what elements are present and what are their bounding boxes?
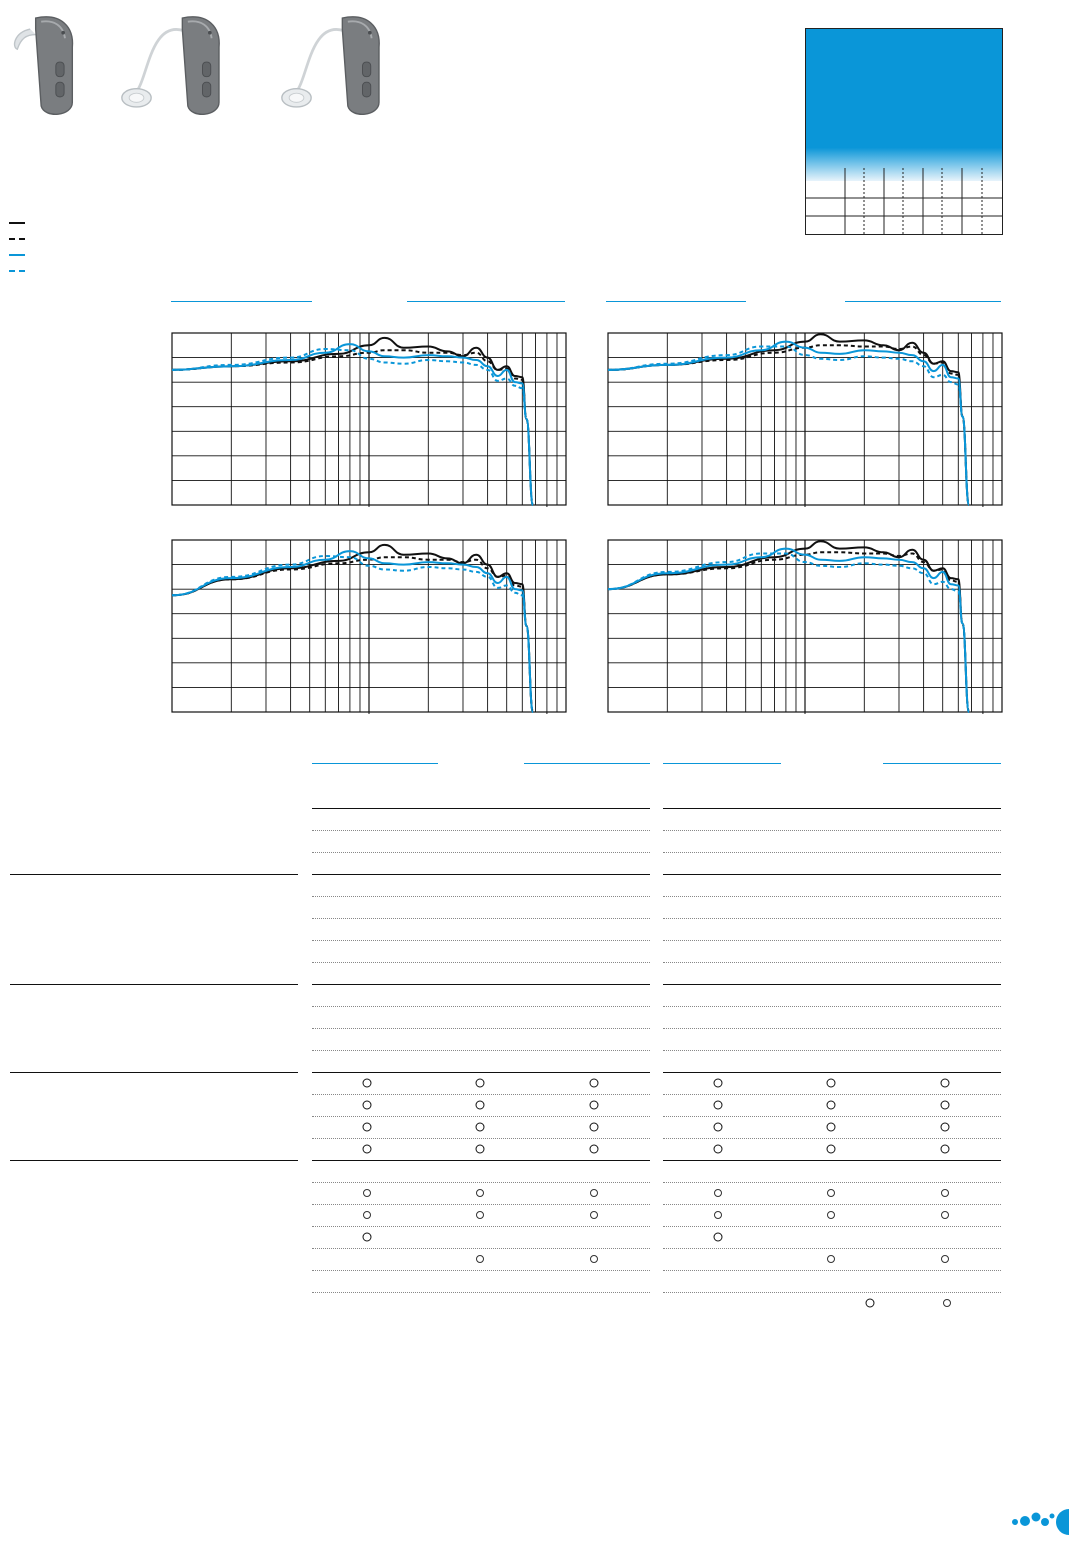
table-row — [663, 1248, 1001, 1249]
availability-marker — [941, 1101, 950, 1110]
availability-marker — [476, 1255, 484, 1263]
availability-marker — [941, 1189, 949, 1197]
section-rule-left — [10, 984, 298, 985]
table-header-rule-2 — [524, 763, 650, 764]
section-rule — [663, 874, 1001, 875]
section-rule — [312, 984, 650, 985]
availability-marker — [866, 1299, 875, 1308]
availability-marker — [476, 1211, 484, 1219]
table-row — [312, 896, 650, 897]
availability-marker — [476, 1145, 485, 1154]
table-row — [663, 1028, 1001, 1029]
availability-marker — [590, 1255, 598, 1263]
table-row — [312, 1226, 650, 1227]
section-rule — [663, 984, 1001, 985]
table-row — [312, 1094, 650, 1095]
chart-grid — [608, 540, 1002, 714]
chart-header-rule-3 — [606, 301, 746, 302]
availability-marker — [476, 1123, 485, 1132]
chart-header-rule-2 — [407, 301, 565, 302]
availability-marker — [941, 1255, 949, 1263]
table-row — [312, 1006, 650, 1007]
availability-marker — [827, 1145, 836, 1154]
table-row — [312, 918, 650, 919]
availability-marker — [363, 1101, 372, 1110]
legend-swatch-2 — [9, 238, 25, 240]
series-line-1 — [608, 541, 969, 712]
series-line-4 — [608, 554, 969, 713]
availability-marker — [714, 1101, 723, 1110]
availability-marker — [941, 1145, 950, 1154]
availability-marker — [590, 1145, 599, 1154]
table-row — [663, 940, 1001, 941]
chart-grid — [608, 333, 1002, 507]
availability-marker — [941, 1079, 950, 1088]
table-row — [663, 1094, 1001, 1095]
section-rule — [663, 1160, 1001, 1161]
table-row — [663, 1270, 1001, 1271]
availability-marker — [714, 1211, 722, 1219]
availability-marker — [714, 1189, 722, 1197]
brand-logo-icon — [1003, 1500, 1069, 1540]
availability-marker — [363, 1211, 371, 1219]
table-row — [312, 1116, 650, 1117]
table-header-rule-1 — [312, 763, 438, 764]
availability-marker — [363, 1189, 371, 1197]
availability-marker — [714, 1079, 723, 1088]
bte-hearing-aid-thin-tube-icon — [120, 8, 230, 128]
series-line-1 — [608, 334, 969, 505]
series-line-2 — [608, 345, 969, 505]
table-row — [663, 1138, 1001, 1139]
availability-marker — [590, 1101, 599, 1110]
section-rule — [663, 808, 1001, 809]
bte-hearing-aid-standard-hook-icon — [10, 8, 120, 128]
table-row — [312, 830, 650, 831]
section-rule — [663, 1072, 1001, 1073]
availability-marker — [590, 1189, 598, 1197]
spec-grid — [805, 28, 1003, 235]
legend-swatch-3 — [9, 254, 25, 256]
section-rule — [312, 1072, 650, 1073]
availability-marker — [714, 1123, 723, 1132]
table-row — [312, 940, 650, 941]
availability-marker — [941, 1123, 950, 1132]
series-line-2 — [172, 350, 533, 505]
frequency-response-chart-4 — [607, 539, 1003, 714]
table-row — [312, 1182, 650, 1183]
table-row — [663, 918, 1001, 919]
table-row — [663, 1116, 1001, 1117]
table-row — [312, 1204, 650, 1205]
table-row — [663, 1292, 1001, 1293]
table-row — [312, 1028, 650, 1029]
table-row — [663, 1182, 1001, 1183]
table-row — [312, 962, 650, 963]
frequency-response-chart-3 — [171, 539, 567, 714]
bte-hearing-aid-thin-tube-dome-icon — [280, 8, 390, 128]
series-line-2 — [172, 557, 533, 712]
availability-marker — [943, 1299, 951, 1307]
table-row — [663, 852, 1001, 853]
availability-marker — [363, 1123, 372, 1132]
table-row — [663, 1226, 1001, 1227]
table-row — [312, 1248, 650, 1249]
availability-marker — [827, 1211, 835, 1219]
availability-marker — [476, 1189, 484, 1197]
section-rule — [312, 808, 650, 809]
availability-marker — [827, 1189, 835, 1197]
availability-marker — [827, 1079, 836, 1088]
availability-marker — [827, 1123, 836, 1132]
table-row — [312, 1292, 650, 1293]
availability-marker — [363, 1145, 372, 1154]
section-rule — [312, 1160, 650, 1161]
table-row — [312, 1138, 650, 1139]
series-line-1 — [172, 338, 533, 505]
legend-swatch-1 — [9, 222, 25, 224]
table-row — [312, 852, 650, 853]
availability-marker — [590, 1211, 598, 1219]
table-row — [663, 1204, 1001, 1205]
series-line-2 — [608, 552, 969, 712]
table-row — [663, 896, 1001, 897]
availability-marker — [476, 1079, 485, 1088]
chart-grid — [172, 333, 566, 507]
availability-marker — [827, 1255, 835, 1263]
availability-marker — [590, 1079, 599, 1088]
availability-marker — [363, 1079, 372, 1088]
table-row — [312, 1270, 650, 1271]
frequency-response-chart-1 — [171, 332, 567, 507]
table-row — [663, 830, 1001, 831]
table-row — [663, 962, 1001, 963]
table-row — [663, 1050, 1001, 1051]
frequency-response-chart-2 — [607, 332, 1003, 507]
section-rule-left — [10, 1072, 298, 1073]
availability-marker — [714, 1233, 723, 1242]
chart-header-rule-4 — [845, 301, 1001, 302]
availability-marker — [941, 1211, 949, 1219]
table-header-rule-3 — [663, 763, 781, 764]
section-rule — [312, 874, 650, 875]
section-rule-left — [10, 1160, 298, 1161]
table-row — [312, 1050, 650, 1051]
legend-swatch-4 — [9, 270, 25, 272]
availability-marker — [714, 1145, 723, 1154]
table-row — [663, 1006, 1001, 1007]
series-line-1 — [172, 545, 533, 712]
availability-marker — [590, 1123, 599, 1132]
chart-header-rule-1 — [171, 301, 312, 302]
series-line-4 — [608, 347, 969, 506]
section-rule-left — [10, 874, 298, 875]
availability-marker — [827, 1101, 836, 1110]
availability-marker — [363, 1233, 372, 1242]
availability-marker — [476, 1101, 485, 1110]
series-line-4 — [172, 349, 533, 505]
table-header-rule-4 — [883, 763, 1001, 764]
